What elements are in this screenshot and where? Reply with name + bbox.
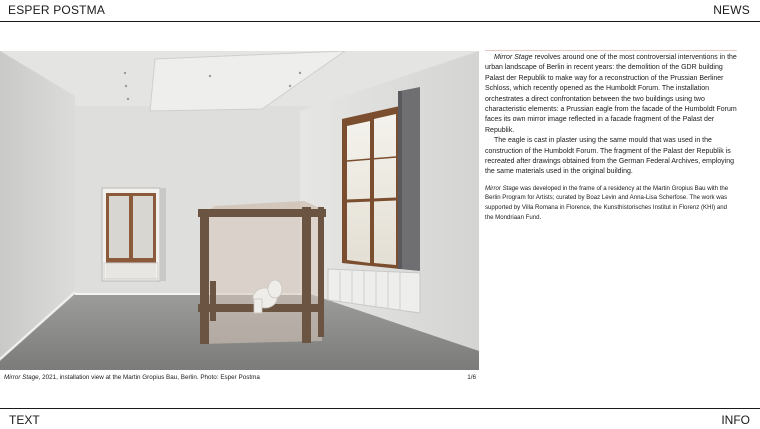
project-description bbox=[485, 50, 737, 222]
description-paragraph-2: The eagle is cast in plaster using the same mould that was used in the construction of the Humboldt Forum. The fragment of the Palast der Republik is recreated after drawings obtained from the German Federal Archives, employing the same materials used in the original building. bbox=[485, 137, 735, 176]
credits-paragraph bbox=[485, 184, 737, 222]
news-link[interactable]: NEWS bbox=[713, 3, 750, 17]
description-paragraph-1 bbox=[485, 53, 737, 136]
gallery-image[interactable] bbox=[0, 51, 479, 370]
info-link[interactable]: INFO bbox=[721, 413, 750, 427]
description-text-1: revolves around one of the most controversial interventions in the urban landscape of Berlin in recent years: the demolition of the GDR building Palast der Republik to make way for a reconstruction of the Prussian Berliner Schloss, which recently opened as the Humboldt Forum. The installation orchestrates a direct confrontation between the two buildings using two characteristic elements: a Prussian eagle from the facade of the Humboldt Forum faces its own mirror image reflected in a facade fragment of the Palast der Republik. bbox=[485, 54, 737, 134]
credits-title: Mirror Stage bbox=[485, 184, 519, 192]
bottom-bar bbox=[0, 408, 760, 429]
image-counter: 1/6 bbox=[467, 374, 476, 381]
credits-text: was developed in the frame of a residency at the Martin Gropius Bau with the Berlin Program for Artists; curated by Boaz Levin and Anna-Lisa Scherfose. The work was supported by Villa Romana in Florence, the Kunsthistorisches Institut in Florenz (KHI) and the Mondriaan Fund. bbox=[485, 184, 729, 221]
installation-photo bbox=[0, 51, 479, 370]
text-link[interactable]: TEXT bbox=[9, 413, 40, 427]
caption-text bbox=[4, 374, 260, 381]
site-title-link[interactable]: ESPER POSTMA bbox=[8, 3, 106, 17]
image-caption bbox=[4, 372, 476, 384]
caption-details: , 2021, installation view at the Martin Gropius Bau, Berlin. Photo: Esper Postma bbox=[38, 374, 260, 381]
description-title-1: Mirror Stage bbox=[494, 54, 533, 61]
caption-title: Mirror Stage bbox=[4, 374, 39, 381]
top-bar bbox=[0, 0, 760, 22]
